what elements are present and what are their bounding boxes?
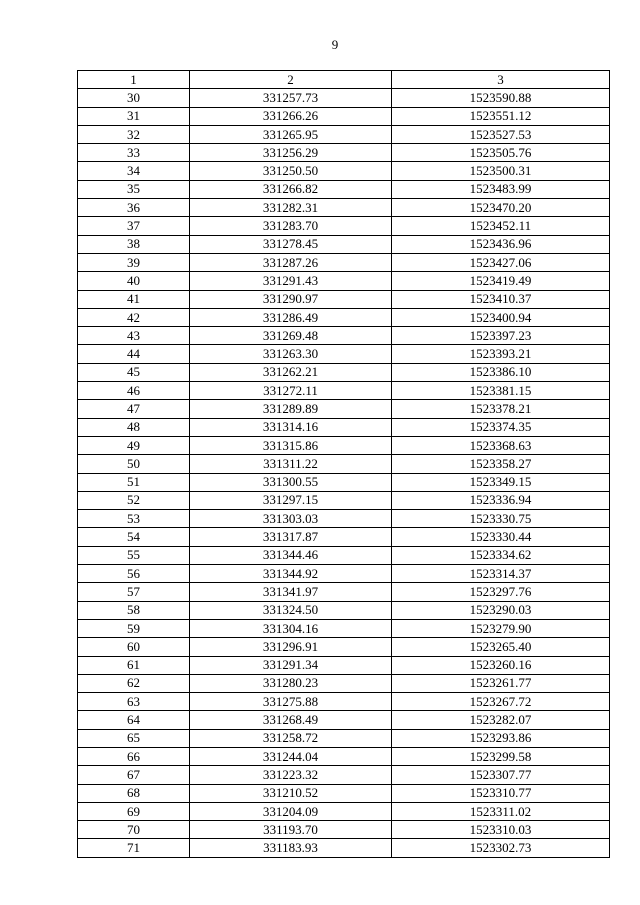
page-number: 9 bbox=[331, 37, 339, 52]
point-number-cell: 49 bbox=[78, 436, 190, 454]
table-row bbox=[78, 729, 610, 747]
y-coordinate-cell: 1523436.96 bbox=[392, 235, 610, 253]
point-number-cell: 54 bbox=[78, 528, 190, 546]
table-row bbox=[78, 546, 610, 564]
x-coordinate-cell: 331266.26 bbox=[190, 107, 392, 125]
y-coordinate-cell: 1523419.49 bbox=[392, 272, 610, 290]
table-row bbox=[78, 821, 610, 839]
table-row bbox=[78, 565, 610, 583]
y-coordinate-cell: 1523330.75 bbox=[392, 510, 610, 528]
y-coordinate-cell: 1523310.77 bbox=[392, 784, 610, 802]
point-number-cell: 61 bbox=[78, 656, 190, 674]
y-coordinate-cell: 1523470.20 bbox=[392, 199, 610, 217]
table-row bbox=[78, 436, 610, 454]
table-row bbox=[78, 455, 610, 473]
point-number-cell: 58 bbox=[78, 601, 190, 619]
x-coordinate-cell: 331275.88 bbox=[190, 693, 392, 711]
point-number-cell: 33 bbox=[78, 144, 190, 162]
y-coordinate-cell: 1523310.03 bbox=[392, 821, 610, 839]
x-coordinate-cell: 331263.30 bbox=[190, 345, 392, 363]
y-coordinate-cell: 1523400.94 bbox=[392, 308, 610, 326]
y-coordinate-cell: 1523314.37 bbox=[392, 565, 610, 583]
point-number-cell: 62 bbox=[78, 674, 190, 692]
table-row bbox=[78, 766, 610, 784]
y-coordinate-cell: 1523590.88 bbox=[392, 89, 610, 107]
x-coordinate-cell: 331183.93 bbox=[190, 839, 392, 857]
y-coordinate-cell: 1523265.40 bbox=[392, 638, 610, 656]
point-number-cell: 69 bbox=[78, 802, 190, 820]
y-coordinate-cell: 1523336.94 bbox=[392, 491, 610, 509]
x-coordinate-cell: 331268.49 bbox=[190, 711, 392, 729]
y-coordinate-cell: 1523334.62 bbox=[392, 546, 610, 564]
x-coordinate-cell: 331300.55 bbox=[190, 473, 392, 491]
point-number-cell: 47 bbox=[78, 400, 190, 418]
y-coordinate-cell: 1523551.12 bbox=[392, 107, 610, 125]
point-number-cell: 43 bbox=[78, 327, 190, 345]
point-number-cell: 60 bbox=[78, 638, 190, 656]
y-coordinate-cell: 1523500.31 bbox=[392, 162, 610, 180]
y-coordinate-cell: 1523505.76 bbox=[392, 144, 610, 162]
x-coordinate-cell: 331314.16 bbox=[190, 418, 392, 436]
y-coordinate-cell: 1523282.07 bbox=[392, 711, 610, 729]
x-coordinate-cell: 331193.70 bbox=[190, 821, 392, 839]
table-body bbox=[78, 89, 610, 857]
table-row bbox=[78, 510, 610, 528]
table-row bbox=[78, 400, 610, 418]
x-coordinate-cell: 331344.92 bbox=[190, 565, 392, 583]
point-number-cell: 31 bbox=[78, 107, 190, 125]
x-coordinate-cell: 331304.16 bbox=[190, 619, 392, 637]
table-row bbox=[78, 253, 610, 271]
y-coordinate-cell: 1523527.53 bbox=[392, 125, 610, 143]
y-coordinate-cell: 1523311.02 bbox=[392, 802, 610, 820]
column-header-3: 3 bbox=[392, 71, 610, 89]
point-number-cell: 56 bbox=[78, 565, 190, 583]
y-coordinate-cell: 1523397.23 bbox=[392, 327, 610, 345]
point-number-cell: 48 bbox=[78, 418, 190, 436]
x-coordinate-cell: 331223.32 bbox=[190, 766, 392, 784]
point-number-cell: 65 bbox=[78, 729, 190, 747]
point-number-cell: 52 bbox=[78, 491, 190, 509]
table-row bbox=[78, 363, 610, 381]
y-coordinate-cell: 1523393.21 bbox=[392, 345, 610, 363]
table-row bbox=[78, 802, 610, 820]
table-row bbox=[78, 89, 610, 107]
x-coordinate-cell: 331291.43 bbox=[190, 272, 392, 290]
x-coordinate-cell: 331250.50 bbox=[190, 162, 392, 180]
point-number-cell: 39 bbox=[78, 253, 190, 271]
x-coordinate-cell: 331210.52 bbox=[190, 784, 392, 802]
table-row bbox=[78, 418, 610, 436]
x-coordinate-cell: 331258.72 bbox=[190, 729, 392, 747]
x-coordinate-cell: 331303.03 bbox=[190, 510, 392, 528]
point-number-cell: 46 bbox=[78, 382, 190, 400]
table-row bbox=[78, 345, 610, 363]
x-coordinate-cell: 331341.97 bbox=[190, 583, 392, 601]
table-row bbox=[78, 217, 610, 235]
y-coordinate-cell: 1523386.10 bbox=[392, 363, 610, 381]
x-coordinate-cell: 331287.26 bbox=[190, 253, 392, 271]
x-coordinate-cell: 331311.22 bbox=[190, 455, 392, 473]
table-row bbox=[78, 638, 610, 656]
y-coordinate-cell: 1523368.63 bbox=[392, 436, 610, 454]
table-row bbox=[78, 784, 610, 802]
y-coordinate-cell: 1523378.21 bbox=[392, 400, 610, 418]
x-coordinate-cell: 331297.15 bbox=[190, 491, 392, 509]
point-number-cell: 41 bbox=[78, 290, 190, 308]
x-coordinate-cell: 331324.50 bbox=[190, 601, 392, 619]
table-row bbox=[78, 747, 610, 765]
y-coordinate-cell: 1523374.35 bbox=[392, 418, 610, 436]
x-coordinate-cell: 331289.89 bbox=[190, 400, 392, 418]
point-number-cell: 34 bbox=[78, 162, 190, 180]
point-number-cell: 64 bbox=[78, 711, 190, 729]
x-coordinate-cell: 331269.48 bbox=[190, 327, 392, 345]
point-number-cell: 71 bbox=[78, 839, 190, 857]
table-row bbox=[78, 473, 610, 491]
table-row bbox=[78, 180, 610, 198]
table-row bbox=[78, 382, 610, 400]
point-number-cell: 32 bbox=[78, 125, 190, 143]
point-number-cell: 51 bbox=[78, 473, 190, 491]
y-coordinate-cell: 1523293.86 bbox=[392, 729, 610, 747]
table-row bbox=[78, 290, 610, 308]
point-number-cell: 35 bbox=[78, 180, 190, 198]
table-row bbox=[78, 839, 610, 857]
column-header-1: 1 bbox=[78, 71, 190, 89]
x-coordinate-cell: 331282.31 bbox=[190, 199, 392, 217]
point-number-cell: 63 bbox=[78, 693, 190, 711]
point-number-cell: 67 bbox=[78, 766, 190, 784]
table-row bbox=[78, 235, 610, 253]
x-coordinate-cell: 331262.21 bbox=[190, 363, 392, 381]
x-coordinate-cell: 331244.04 bbox=[190, 747, 392, 765]
y-coordinate-cell: 1523290.03 bbox=[392, 601, 610, 619]
x-coordinate-cell: 331257.73 bbox=[190, 89, 392, 107]
point-number-cell: 44 bbox=[78, 345, 190, 363]
table-row bbox=[78, 308, 610, 326]
point-number-cell: 50 bbox=[78, 455, 190, 473]
y-coordinate-cell: 1523297.76 bbox=[392, 583, 610, 601]
y-coordinate-cell: 1523279.90 bbox=[392, 619, 610, 637]
table-row bbox=[78, 693, 610, 711]
y-coordinate-cell: 1523483.99 bbox=[392, 180, 610, 198]
y-coordinate-cell: 1523381.15 bbox=[392, 382, 610, 400]
x-coordinate-cell: 331204.09 bbox=[190, 802, 392, 820]
point-number-cell: 55 bbox=[78, 546, 190, 564]
table-row bbox=[78, 107, 610, 125]
point-number-cell: 68 bbox=[78, 784, 190, 802]
point-number-cell: 53 bbox=[78, 510, 190, 528]
x-coordinate-cell: 331317.87 bbox=[190, 528, 392, 546]
table-row bbox=[78, 528, 610, 546]
y-coordinate-cell: 1523427.06 bbox=[392, 253, 610, 271]
x-coordinate-cell: 331290.97 bbox=[190, 290, 392, 308]
point-number-cell: 57 bbox=[78, 583, 190, 601]
point-number-cell: 40 bbox=[78, 272, 190, 290]
y-coordinate-cell: 1523307.77 bbox=[392, 766, 610, 784]
table-row bbox=[78, 327, 610, 345]
y-coordinate-cell: 1523410.37 bbox=[392, 290, 610, 308]
point-number-cell: 37 bbox=[78, 217, 190, 235]
point-number-cell: 45 bbox=[78, 363, 190, 381]
x-coordinate-cell: 331296.91 bbox=[190, 638, 392, 656]
x-coordinate-cell: 331291.34 bbox=[190, 656, 392, 674]
table-row bbox=[78, 491, 610, 509]
table-row bbox=[78, 162, 610, 180]
point-number-cell: 59 bbox=[78, 619, 190, 637]
y-coordinate-cell: 1523302.73 bbox=[392, 839, 610, 857]
table-row bbox=[78, 601, 610, 619]
y-coordinate-cell: 1523452.11 bbox=[392, 217, 610, 235]
table-row bbox=[78, 144, 610, 162]
x-coordinate-cell: 331278.45 bbox=[190, 235, 392, 253]
point-number-cell: 42 bbox=[78, 308, 190, 326]
point-number-cell: 36 bbox=[78, 199, 190, 217]
y-coordinate-cell: 1523349.15 bbox=[392, 473, 610, 491]
column-header-2: 2 bbox=[190, 71, 392, 89]
x-coordinate-cell: 331344.46 bbox=[190, 546, 392, 564]
x-coordinate-cell: 331266.82 bbox=[190, 180, 392, 198]
x-coordinate-cell: 331265.95 bbox=[190, 125, 392, 143]
table-row bbox=[78, 656, 610, 674]
table-row bbox=[78, 272, 610, 290]
y-coordinate-cell: 1523267.72 bbox=[392, 693, 610, 711]
x-coordinate-cell: 331315.86 bbox=[190, 436, 392, 454]
table-row bbox=[78, 199, 610, 217]
x-coordinate-cell: 331280.23 bbox=[190, 674, 392, 692]
point-number-cell: 38 bbox=[78, 235, 190, 253]
x-coordinate-cell: 331283.70 bbox=[190, 217, 392, 235]
point-number-cell: 30 bbox=[78, 89, 190, 107]
table-row bbox=[78, 583, 610, 601]
table-row bbox=[78, 674, 610, 692]
x-coordinate-cell: 331286.49 bbox=[190, 308, 392, 326]
y-coordinate-cell: 1523261.77 bbox=[392, 674, 610, 692]
point-number-cell: 66 bbox=[78, 747, 190, 765]
table-row bbox=[78, 711, 610, 729]
x-coordinate-cell: 331272.11 bbox=[190, 382, 392, 400]
y-coordinate-cell: 1523358.27 bbox=[392, 455, 610, 473]
y-coordinate-cell: 1523330.44 bbox=[392, 528, 610, 546]
table-header-row bbox=[78, 71, 610, 89]
x-coordinate-cell: 331256.29 bbox=[190, 144, 392, 162]
y-coordinate-cell: 1523299.58 bbox=[392, 747, 610, 765]
coordinates-table bbox=[77, 70, 610, 858]
table-row bbox=[78, 125, 610, 143]
table-row bbox=[78, 619, 610, 637]
point-number-cell: 70 bbox=[78, 821, 190, 839]
y-coordinate-cell: 1523260.16 bbox=[392, 656, 610, 674]
